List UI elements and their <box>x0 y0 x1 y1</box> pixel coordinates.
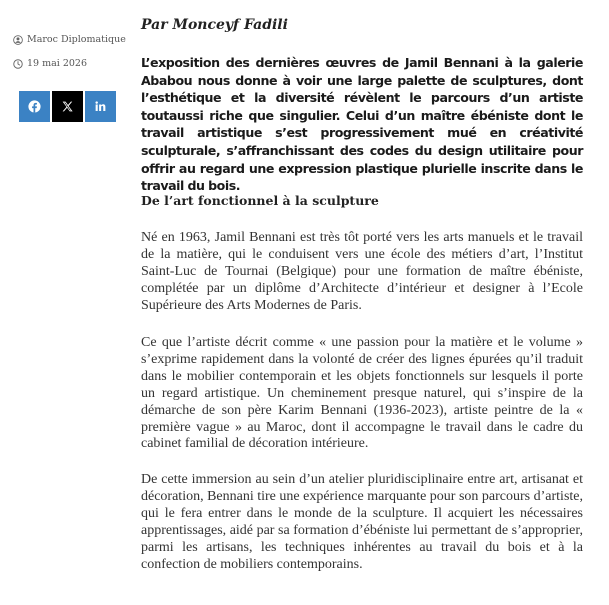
x-icon <box>61 100 74 113</box>
article-meta-sidebar <box>0 0 130 605</box>
article-subheading: De l’art fonctionnel à la sculpture <box>141 193 379 208</box>
author-link[interactable]: Maroc Diplomatique <box>27 34 126 45</box>
article-paragraph: Né en 1963, Jamil Bennani est très tôt porté vers les arts manuels et le travail de la matière, qui le conduisent vers une école des métiers d’art, l’Institut Saint-Luc de Tournai (Belgique) pour une formation de maître ébéniste, complétée par un diplôme d’Architecte d’intérieur et designer à l’Ecole Supérieure des Arts Modernes de Paris. <box>141 230 583 313</box>
publish-date: 19 mai 2026 <box>27 58 88 69</box>
facebook-icon <box>28 100 41 113</box>
author-meta <box>13 34 126 45</box>
date-meta <box>13 58 87 69</box>
linkedin-icon <box>94 100 107 113</box>
user-circle-icon <box>13 35 23 45</box>
article-paragraph: Ce que l’artiste décrit comme « une passion pour la matière et le volume » s’exprime rapidement dans la volonté de créer des lignes épurées qu’il traduit dans le mobilier contemporain et les objets fonctionnels sur lesquels il porte un regard artistique. Un cheminement presque naturel, qui s’inspire de la démarche de son père Karim Bennani (1936-2023), artiste peintre de la « première vague » au Maroc, dont il accompagne le travail dans le cadre du cabinet familial de décoration intérieure. <box>141 335 583 452</box>
share-linkedin-button[interactable] <box>85 91 116 122</box>
share-facebook-button[interactable] <box>19 91 50 122</box>
share-buttons <box>19 91 116 122</box>
clock-icon <box>13 59 23 69</box>
article-byline: Par Monceyf Fadili <box>141 17 288 33</box>
share-x-button[interactable] <box>52 91 83 122</box>
article-lead: L’exposition des dernières œuvres de Jamil Bennani à la galerie Ababou nous donne à voir une large palette de sculptures, dont l’esthétique et la diversité révèlent le parcours d’un artiste toutaussi riche que singulier. Celui d’un maître ébéniste dont le travail artistique s’est progressivement mué en créativité sculpturale, s’affranchissant des codes du design utilitaire pour offrir au regard une expression plastique plurielle inscrite dans le travail du bois. <box>141 55 583 194</box>
article-paragraph: De cette immersion au sein d’un atelier pluridisciplinaire entre art, artisanat et décoration, Bennani tire une expérience marquante pour son parcours d’artiste, qui le fera entrer dans le monde de la sculpture. Il acquiert les nécessaires apprentissages, aidé par sa formation d’ébéniste lui permettant de s’approprier, parmi les artisans, les techniques inhérentes au travail du bois et à la confection de mobiliers contemporains. <box>141 472 583 572</box>
